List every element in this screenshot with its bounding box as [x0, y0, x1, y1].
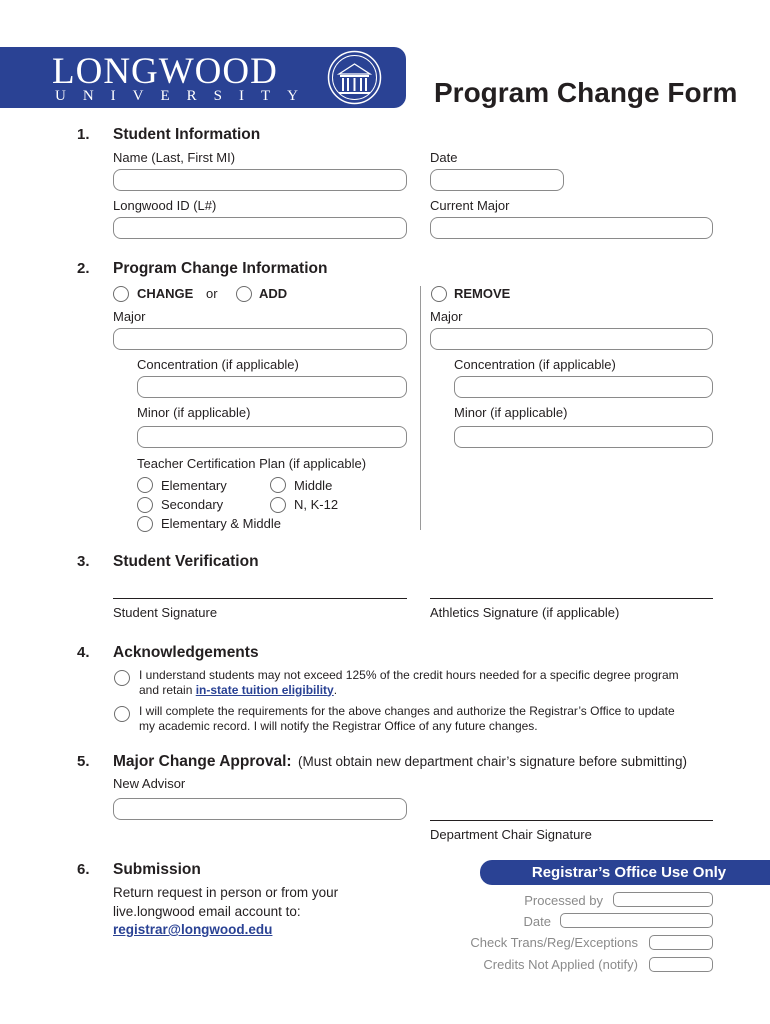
minor-field-add[interactable]	[137, 426, 407, 448]
elementary-middle-radio[interactable]	[137, 516, 153, 532]
minor-field-remove[interactable]	[454, 426, 713, 448]
major-label-remove: Major	[430, 309, 463, 324]
student-signature-label: Student Signature	[113, 605, 218, 620]
ack2-line2: my academic record. I will notify the Registrar Office of any future changes.	[139, 718, 538, 733]
current-major-field[interactable]	[430, 217, 713, 239]
nk12-radio[interactable]	[270, 497, 286, 513]
department-chair-signature-label: Department Chair Signature	[430, 827, 592, 842]
major-label-add: Major	[113, 309, 146, 324]
section-number: 2.	[77, 260, 90, 277]
column-divider	[420, 286, 421, 530]
registrar-email-link-wrap	[113, 922, 272, 938]
logo-wordmark: LONGWOOD	[52, 51, 278, 92]
ack1-text	[139, 668, 739, 697]
new-advisor-label: New Advisor	[113, 776, 186, 791]
ack2-line1: I will complete the requirements for the above changes and authorize the Registrar’s Office to update	[139, 704, 675, 718]
credits-not-applied-label: Credits Not Applied (notify)	[483, 957, 638, 972]
change-label: CHANGE	[137, 286, 194, 301]
registrar-date-field[interactable]	[560, 913, 713, 928]
credits-not-applied-field[interactable]	[649, 957, 713, 972]
ack2-checkbox[interactable]	[114, 706, 130, 722]
major-field-add[interactable]	[113, 328, 407, 350]
section-title: Student Information	[113, 126, 261, 143]
registrar-office-header: Registrar’s Office Use Only	[480, 860, 770, 885]
major-field-remove[interactable]	[430, 328, 713, 350]
processed-by-label: Processed by	[524, 893, 603, 908]
name-field[interactable]	[113, 169, 407, 191]
logo-subtitle: UNIVERSITY	[55, 88, 315, 104]
section-title: Acknowledgements	[113, 644, 259, 661]
section-title: Major Change Approval:	[113, 753, 292, 770]
remove-radio[interactable]	[431, 286, 447, 302]
elementary-radio[interactable]	[137, 477, 153, 493]
page-title: Program Change Form	[434, 77, 738, 108]
or-label: or	[206, 286, 218, 301]
section-number: 3.	[77, 553, 90, 570]
add-radio[interactable]	[236, 286, 252, 302]
current-major-label: Current Major	[430, 198, 510, 213]
date-field[interactable]	[430, 169, 564, 191]
registrar-date-label: Date	[523, 914, 551, 929]
name-label: Name (Last, First MI)	[113, 150, 236, 165]
university-seal-icon	[327, 50, 382, 105]
new-advisor-field[interactable]	[113, 798, 407, 820]
check-trans-label: Check Trans/Reg/Exceptions	[470, 935, 638, 950]
concentration-label-add: Concentration (if applicable)	[137, 357, 299, 372]
processed-by-field[interactable]	[613, 892, 713, 907]
date-label: Date	[430, 150, 458, 165]
ack1-line2	[139, 683, 739, 698]
ack1-suffix: .	[333, 682, 338, 697]
section-number: 4.	[77, 644, 90, 661]
elementary-label: Elementary	[161, 478, 227, 493]
longwood-id-field[interactable]	[113, 217, 407, 239]
secondary-label: Secondary	[161, 497, 224, 512]
section-number: 1.	[77, 126, 90, 143]
add-label: ADD	[259, 286, 288, 301]
elementary-middle-label: Elementary & Middle	[161, 516, 281, 531]
section-title: Student Verification	[113, 553, 259, 570]
section-title: Program Change Information	[113, 260, 328, 277]
middle-radio[interactable]	[270, 477, 286, 493]
athletics-signature-label: Athletics Signature (if applicable)	[430, 605, 620, 620]
ack1-line1: I understand students may not exceed 125% of the credit hours needed for a specific degree program	[139, 668, 679, 682]
teacher-plan-label: Teacher Certification Plan (if applicable)	[137, 456, 367, 471]
department-chair-signature-line[interactable]	[430, 820, 713, 821]
check-trans-field[interactable]	[649, 935, 713, 950]
section-title: Submission	[113, 861, 201, 878]
section-number: 5.	[77, 753, 90, 770]
section-number: 6.	[77, 861, 90, 878]
ack1-checkbox[interactable]	[114, 670, 130, 686]
submission-line1: Return request in person or from your	[113, 885, 339, 900]
approval-note: (Must obtain new department chair’s signature before submitting)	[298, 754, 687, 769]
ack2-text	[139, 704, 739, 733]
in-state-tuition-link[interactable]: in-state tuition eligibility	[195, 682, 334, 697]
nk12-label: N, K-12	[294, 497, 339, 512]
minor-label-add: Minor (if applicable)	[137, 405, 251, 420]
registrar-email-link[interactable]: registrar@longwood.edu	[113, 922, 273, 937]
minor-label-remove: Minor (if applicable)	[454, 405, 568, 420]
ack1-prefix: and retain	[139, 682, 196, 697]
concentration-field-add[interactable]	[137, 376, 407, 398]
concentration-field-remove[interactable]	[454, 376, 713, 398]
concentration-label-remove: Concentration (if applicable)	[454, 357, 616, 372]
student-signature-line[interactable]	[113, 598, 407, 599]
remove-label: REMOVE	[454, 286, 511, 301]
submission-line2: live.longwood email account to:	[113, 904, 301, 919]
change-radio[interactable]	[113, 286, 129, 302]
middle-label: Middle	[294, 478, 333, 493]
longwood-id-label: Longwood ID (L#)	[113, 198, 217, 213]
secondary-radio[interactable]	[137, 497, 153, 513]
athletics-signature-line[interactable]	[430, 598, 713, 599]
